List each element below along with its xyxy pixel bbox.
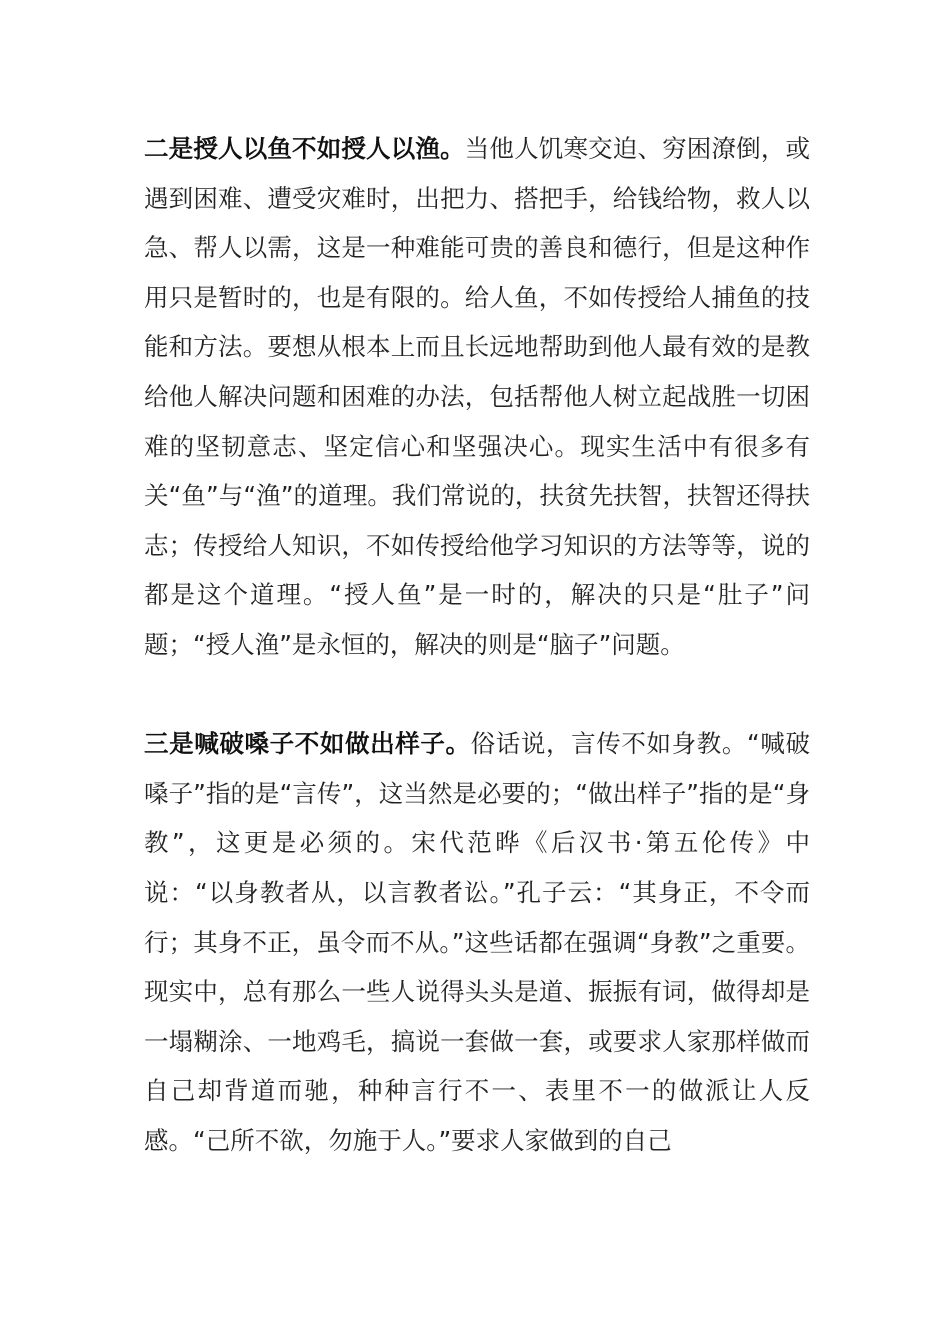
paragraph-heading: 二是授人以鱼不如授人以渔。 (144, 134, 465, 163)
paragraph-example-over-words (144, 719, 810, 1165)
paragraph-body: 俗话说，言传不如身教。“喊破嗓子”指的是“言传”，这当然是必要的；“做出样子”指的是“身教”，这更是必须的。宋代范晔《后汉书·第五伦传》中说：“以身教者从，以言教者讼。”孔子云：“其身正，不令而行；其身不正，虽令而不从。”这些话都在强调“身教”之重要。现实中，总有那么一些人说得头头是道、振振有词，做得却是一塌糊涂、一地鸡毛，搞说一套做一套，或要求人家那样做而自己却背道而驰，种种言行不一、表里不一的做派让人反感。“己所不欲，勿施于人。”要求人家做到的自己 (144, 729, 810, 1155)
paragraph-body: 当他人饥寒交迫、穷困潦倒，或遇到困难、遭受灾难时，出把力、搭把手，给钱给物，救人以急、帮人以需，这是一种难能可贵的善良和德行，但是这种作用只是暂时的，也是有限的。给人鱼，不如传授给人捕鱼的技能和方法。要想从根本上而且长远地帮助到他人最有效的是教给他人解决问题和困难的办法，包括帮他人树立起战胜一切困难的坚韧意志、坚定信心和坚强决心。现实生活中有很多有关“鱼”与“渔”的道理。我们常说的，扶贫先扶智，扶智还得扶志；传授给人知识，不如传授给他学习知识的方法等等，说的都是这个道理。“授人鱼”是一时的，解决的只是“肚子”问题；“授人渔”是永恒的，解决的则是“脑子”问题。 (144, 134, 810, 659)
paragraph-fish-and-fishing (144, 124, 810, 670)
document-page (144, 124, 810, 1165)
paragraph-heading: 三是喊破嗓子不如做出样子。 (144, 729, 471, 759)
